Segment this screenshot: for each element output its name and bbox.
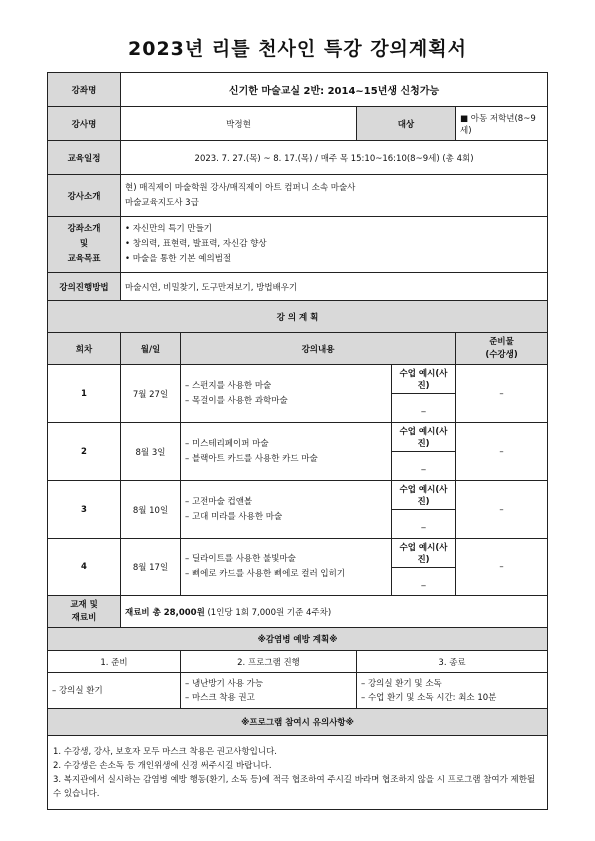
prevention-item: – 강의실 환기 및 소독: [361, 677, 543, 691]
prevention-item: – 마스크 착용 권고: [185, 691, 352, 705]
prevention-steps-row: [48, 651, 548, 673]
session-date: 8월 10일: [121, 481, 181, 539]
course-label: 강좌명: [48, 73, 121, 107]
notice-title: ※프로그램 참여시 유의사항※: [48, 709, 548, 736]
materials-total: 재료비 총 28,000원: [125, 607, 205, 618]
session-number: 1: [48, 365, 121, 423]
goals-value: [121, 217, 548, 273]
materials-value: [121, 596, 548, 628]
prevention-progress: [181, 673, 357, 709]
notice-item: 3. 복지관에서 실시하는 감염병 예방 행동(환기, 소독 등)에 적극 협조하여 주시길 바라며 협조하지 않을 시 프로그램 참여가 제한될 수 있습니다.: [53, 774, 536, 799]
session-row: [48, 365, 548, 394]
session-number: 2: [48, 423, 121, 481]
materials-label: [48, 596, 121, 628]
session-number: 3: [48, 481, 121, 539]
photo-value: _: [392, 568, 456, 596]
session-content: [181, 365, 392, 423]
session-header: 회차: [48, 333, 121, 365]
notice-body-row: [48, 736, 548, 810]
prevention-finish: [357, 673, 548, 709]
prevention-title-row: [48, 628, 548, 651]
notice-title-row: [48, 709, 548, 736]
session-date: 8월 3일: [121, 423, 181, 481]
session-prep: –: [456, 365, 548, 423]
content-item: – 고전마술 컵앤볼: [185, 495, 387, 510]
intro-value: [121, 175, 548, 217]
content-item: – 미스테리페이퍼 마술: [185, 437, 387, 452]
content-item: – 블랙아트 카드를 사용한 카드 마술: [185, 452, 387, 467]
date-header: 월/일: [121, 333, 181, 365]
course-row: [48, 73, 548, 107]
session-row: [48, 423, 548, 452]
course-name: 신기한 마술교실 2반: 2014~15년생 신청가능: [121, 73, 548, 107]
instructor-label: 강사명: [48, 107, 121, 141]
step-finish: 3. 종료: [357, 651, 548, 673]
content-item: – 고대 미라를 사용한 마술: [185, 510, 387, 525]
prep-header: [456, 333, 548, 365]
photo-label: 수업 예시(사진): [392, 365, 456, 394]
prep-header-line: 준비물: [489, 336, 514, 347]
intro-row: [48, 175, 548, 217]
goals-label-line: 및: [79, 239, 89, 249]
session-prep: –: [456, 481, 548, 539]
goal-item: • 마술을 통한 기본 예의범절: [125, 252, 543, 267]
photo-value: _: [392, 452, 456, 481]
prevention-item: – 수업 환기 및 소독 시간: 최소 10분: [361, 691, 543, 705]
photo-value: _: [392, 394, 456, 423]
materials-label-line: 재료비: [71, 612, 97, 623]
target-value: ■ 아동 저학년(8~9세): [456, 107, 548, 141]
session-content: [181, 423, 392, 481]
step-progress: 2. 프로그램 진행: [181, 651, 357, 673]
schedule-row: [48, 141, 548, 175]
session-date: 7월 27일: [121, 365, 181, 423]
goals-label-line: 교육목표: [67, 254, 101, 264]
prevention-item: – 냉난방기 사용 가능: [185, 677, 352, 691]
photo-label: 수업 예시(사진): [392, 481, 456, 510]
prevention-prepare: [48, 673, 181, 709]
session-row: [48, 481, 548, 510]
goals-row: [48, 217, 548, 273]
intro-label: 강사소개: [48, 175, 121, 217]
intro-line: 마술교육지도사 3급: [125, 197, 199, 208]
method-label: 강의진행방법: [48, 273, 121, 301]
intro-line: 현) 매직제이 마술학원 강사/매직제이 아트 컴퍼니 소속 마술사: [125, 182, 356, 193]
content-item: – 목걸이를 사용한 과학마술: [185, 394, 387, 409]
prevention-detail-row: [48, 673, 548, 709]
content-header: 강의내용: [181, 333, 456, 365]
target-label: 대상: [357, 107, 456, 141]
schedule-label: 교육일정: [48, 141, 121, 175]
content-item: – 삐에로 카드를 사용한 삐에로 컬러 입히기: [185, 567, 387, 582]
photo-value: _: [392, 510, 456, 539]
schedule-value: 2023. 7. 27.(목) ~ 8. 17.(목) / 매주 목 15:10~16:10(8~9세) (총 4회): [121, 141, 548, 175]
session-content: [181, 539, 392, 596]
session-number: 4: [48, 539, 121, 596]
goals-label-line: 강좌소개: [67, 224, 101, 234]
plan-section-row: [48, 301, 548, 333]
notice-item: 1. 수강생, 강사, 보호자 모두 마스크 착용은 권고사항입니다.: [53, 746, 277, 757]
goal-item: • 자신만의 특기 만들기: [125, 222, 543, 237]
session-date: 8월 17일: [121, 539, 181, 596]
content-item: – 딜라이트를 사용한 불빛마술: [185, 552, 387, 567]
photo-label: 수업 예시(사진): [392, 423, 456, 452]
method-value: 마술시연, 비밀찾기, 도구만져보기, 방법배우기: [121, 273, 548, 301]
session-content: [181, 481, 392, 539]
goal-item: • 창의력, 표현력, 발표력, 자신감 향상: [125, 237, 543, 252]
instructor-name: 박정현: [121, 107, 357, 141]
session-row: [48, 539, 548, 568]
step-prepare: 1. 준비: [48, 651, 181, 673]
plan-section-title: 강 의 계 획: [48, 301, 548, 333]
notice-item: 2. 수강생은 손소독 등 개인위생에 신경 써주시길 바랍니다.: [53, 760, 272, 771]
session-prep: –: [456, 423, 548, 481]
session-prep: –: [456, 539, 548, 596]
prevention-title: ※감염병 예방 계획※: [48, 628, 548, 651]
photo-label: 수업 예시(사진): [392, 539, 456, 568]
materials-row: [48, 596, 548, 628]
prevention-item: – 강의실 환기: [52, 684, 176, 698]
goals-label: [48, 217, 121, 273]
materials-label-line: 교재 및: [70, 599, 98, 610]
materials-detail: (1인당 1회 7,000원 기준 4주차): [204, 607, 332, 618]
lecture-plan-table: [47, 72, 548, 810]
instructor-row: [48, 107, 548, 141]
method-row: [48, 273, 548, 301]
prep-header-line: (수강생): [485, 349, 518, 360]
page-title: 2023년 리틀 천사인 특강 강의계획서: [128, 38, 467, 60]
plan-header-row: [48, 333, 548, 365]
content-item: – 스펀지를 사용한 마술: [185, 379, 387, 394]
notice-body: [48, 736, 548, 810]
